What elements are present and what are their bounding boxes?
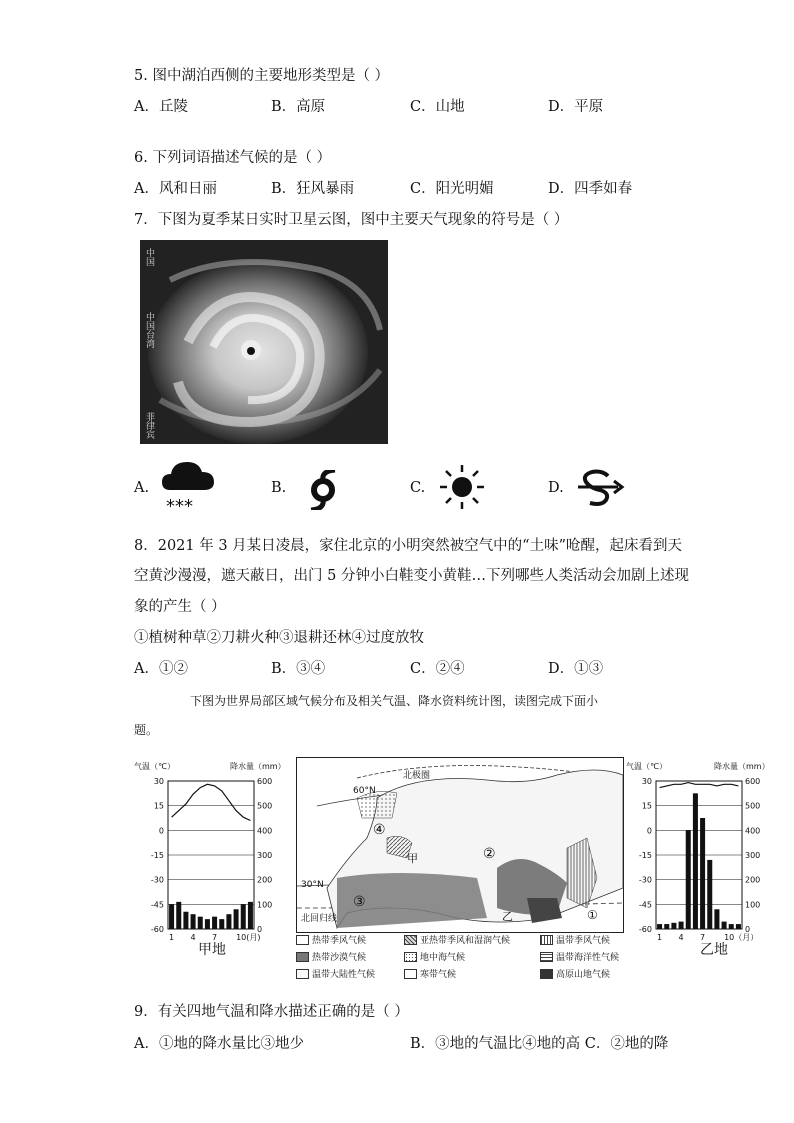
q6-option-b: B．狂风暴雨 [271,181,355,197]
left-temp-tick: -45 [150,900,164,910]
right-precip-bar [736,924,741,929]
legend-item [296,967,375,980]
q8-choices: ①植树种草②刀耕火种③退耕还林④过度放牧 [134,630,424,646]
map-label-1: ① [587,908,598,922]
left-month-tick: 10(月) [236,933,261,942]
right-precip-bar [714,909,719,929]
q7-option-d: D. [548,480,564,496]
q8-option-c: C．②④ [410,661,465,677]
sunny-icon [438,463,486,511]
legend-label: 温带季风气候 [556,936,611,946]
right-temp-tick: 15 [641,801,652,811]
figure-intro-line2: 题。 [134,723,159,737]
right-temp-tick: -15 [638,851,652,860]
right-temp-tick: 0 [646,826,652,836]
right-precip-bar [657,924,662,929]
right-temp-tick: 30 [641,777,652,786]
figure-intro-line1: 下图为世界局部区域气候分布及相关气温、降水资料统计图，读图完成下面小 [190,694,599,708]
q8-option-a: A．①② [134,661,188,677]
left-precip-bar [212,917,217,929]
legend-label: 寒带气候 [420,970,457,980]
right-month-tick: 7 [700,933,706,942]
left-precip-bar [219,919,224,929]
jia-temp-line [172,784,251,820]
q9-option-a: A．①地的降水量比③地少 [134,1036,304,1052]
left-precip-tick: 0 [257,925,263,934]
right-precip-bar [671,923,676,929]
right-temp-tick: -60 [638,925,652,934]
q8-option-b: B．③④ [271,661,326,677]
left-precip-bar [176,902,181,929]
q7-option-c: C. [410,480,426,496]
map-label-arctic: 北极圈 [403,771,431,781]
q9-stem: 9．有关四地气温和降水描述正确的是（ ） [134,1004,409,1020]
map-label-tropic: 北回归线 [301,914,338,924]
legend-label: 温带海洋性气候 [556,953,620,963]
right-precip-tick: 100 [745,900,761,910]
left-precip-tick: 100 [257,900,273,910]
q7-option-a: A. [134,480,150,496]
legend-item [404,950,465,963]
left-precip-bar [198,917,203,929]
legend-label: 高原山地气候 [556,970,611,980]
right-month-tick: 4 [678,933,684,942]
right-precip-tick: 500 [745,801,761,811]
jia-name: 甲地 [198,942,226,958]
right-precip-bar [664,924,669,929]
left-temp-tick: -60 [150,925,164,934]
left-precip-bar [205,919,210,929]
world-climate-map [296,757,624,933]
q5-option-b: B．高原 [271,99,326,115]
legend-item [404,933,510,946]
map-label-yi: 乙 [502,910,513,923]
left-precip-tick: 500 [257,801,273,811]
right-precip-bar [729,924,734,929]
legend-item [540,933,610,946]
left-month-tick: 1 [169,933,175,942]
q7-stem: 7．下图为夏季某日实时卫星云图，图中主要天气现象的符号是（ ） [134,212,569,228]
q8-option-d: D．①③ [548,661,604,677]
left-temp-tick: -15 [150,851,164,860]
map-label-jia: 甲 [407,852,418,865]
sat-label-china: 中国 [144,248,154,266]
sandstorm-icon [576,466,626,506]
q6-stem: 6. 下列词语描述气候的是（ ） [134,150,332,166]
right-precip-tick: 300 [745,851,761,860]
snow-cloud-icon [160,458,218,514]
left-precip-bar [248,902,253,929]
right-temp-tick: -45 [638,900,652,910]
left-precip-bar [183,912,188,929]
left-precip-bar [226,914,231,929]
q6-option-c: C．阳光明媚 [410,181,494,197]
left-temp-tick: 0 [158,826,164,836]
right-precip-bar [686,830,691,929]
chart-yi [624,755,770,965]
legend-item [296,950,366,963]
legend-label: 亚热带季风和湿润气候 [420,936,511,946]
typhoon-icon [304,470,342,510]
left-precip-bar [234,909,239,929]
q5-stem: 5. 图中湖泊西侧的主要地形类型是（ ） [134,68,390,84]
right-precip-tick: 400 [745,826,761,836]
left-precip-bar [241,904,246,929]
jia-temp-label: 气温（℃） [134,762,175,771]
left-precip-tick: 300 [257,851,273,860]
legend-label: 热带季风气候 [312,936,367,946]
q5-option-a: A．丘陵 [134,99,188,115]
right-precip-bar [707,860,712,929]
map-label-30n: 30°N [301,880,324,890]
sat-label-taiwan: 中国台湾 [144,312,154,348]
left-temp-tick: 30 [153,777,164,786]
yi-precip-label: 降水量（mm） [714,762,770,771]
q8-line3: 象的产生（ ） [134,599,226,615]
right-month-tick: 1 [657,933,663,942]
left-temp-tick: -30 [150,875,164,885]
right-precip-bar [722,922,727,929]
right-precip-bar [693,793,698,929]
jia-precip-label: 降水量（mm） [230,762,286,771]
map-label-2: ② [483,846,496,862]
svg-text:***: *** [166,496,193,514]
left-month-tick: 4 [190,933,196,942]
left-precip-tick: 200 [257,875,273,885]
sat-label-philippines: 菲律宾 [144,412,154,439]
legend-label: 温带大陆性气候 [312,970,376,980]
right-temp-tick: -30 [638,875,652,885]
q8-line1: 8．2021 年 3 月某日凌晨，家住北京的小明突然被空气中的“土味”呛醒，起床看到天 [134,538,683,554]
legend-item [296,933,366,946]
q8-line2: 空黄沙漫漫，遮天蔽日，出门 5 分钟小白鞋变小黄鞋…下列哪些人类活动会加剧上述现 [134,568,689,584]
map-label-4: ④ [373,822,386,838]
left-precip-bar [169,904,174,929]
map-legend [296,933,626,989]
map-label-60n: 60°N [353,786,376,796]
q6-option-d: D．四季如春 [548,181,633,197]
legend-label: 热带沙漠气候 [312,953,367,963]
left-precip-tick: 400 [257,826,273,836]
legend-label: 地中海气候 [420,953,466,963]
legend-item [540,967,610,980]
chart-jia [130,755,290,965]
legend-item [404,967,456,980]
q6-option-a: A．风和日丽 [134,181,217,197]
legend-item [540,950,619,963]
satellite-cloud-image [140,240,388,444]
q7-option-b: B. [271,480,287,496]
left-temp-tick: 15 [153,801,164,811]
q5-option-d: D．平原 [548,99,604,115]
left-precip-bar [191,914,196,929]
climate-figure [130,755,770,990]
right-precip-tick: 200 [745,875,761,885]
right-precip-tick: 0 [745,925,751,934]
left-month-tick: 7 [212,933,218,942]
right-month-tick: 10（月） [724,933,759,942]
left-precip-tick: 600 [257,777,273,786]
right-precip-bar [679,922,684,929]
yi-name: 乙地 [700,942,728,958]
right-precip-tick: 600 [745,777,761,786]
yi-temp-label: 气温（℃） [626,762,667,771]
q9-option-bc: B．③地的气温比④地的高 C．②地的降 [410,1036,669,1052]
map-label-3: ③ [353,894,366,910]
right-precip-bar [700,818,705,929]
yi-temp-line [660,783,739,788]
q5-option-c: C．山地 [410,99,465,115]
